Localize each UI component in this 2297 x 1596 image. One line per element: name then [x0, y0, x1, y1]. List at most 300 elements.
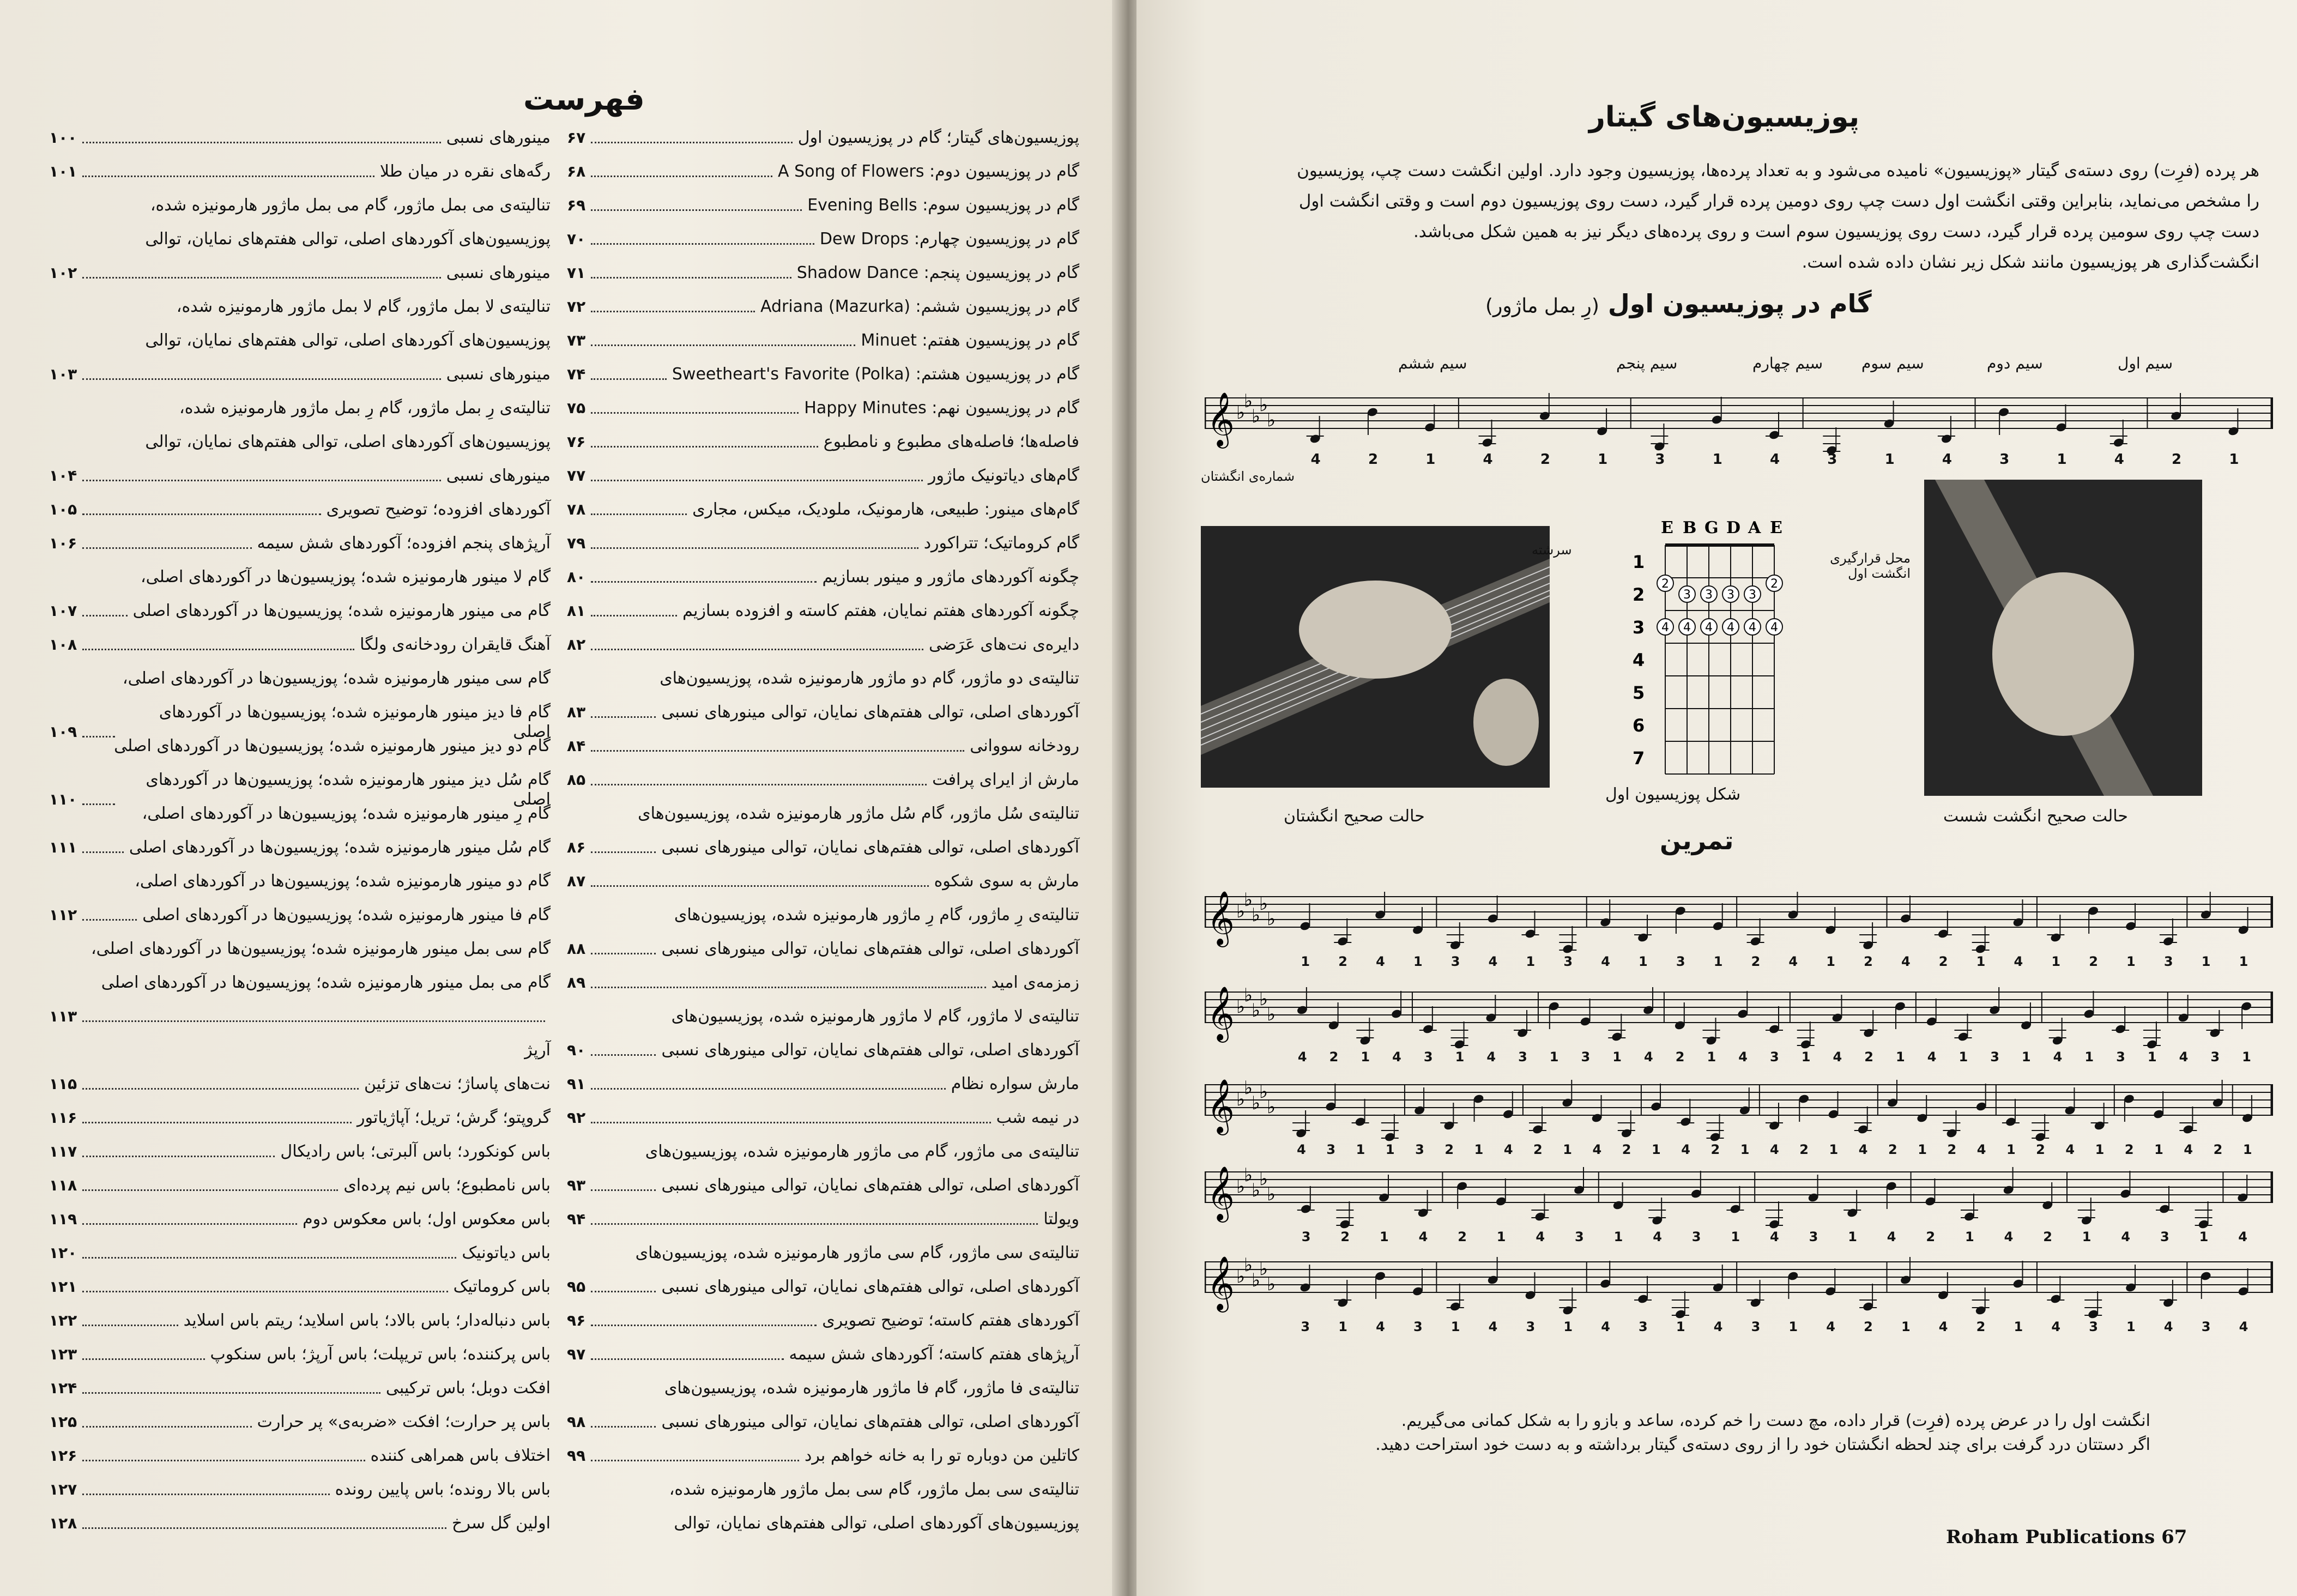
- toc-entry: [49, 1480, 551, 1514]
- toc-entry: [567, 1345, 1079, 1379]
- toc-leader-dots: [82, 1156, 275, 1157]
- exercise-finger-number: 1: [1731, 1229, 1740, 1244]
- flat-sign: ♭: [1267, 1096, 1276, 1118]
- toc-leader-dots: [82, 1223, 297, 1225]
- toc-entry: [49, 331, 551, 365]
- exercise-finger-number: 3: [1518, 1049, 1527, 1065]
- flat-sign: ♭: [1244, 390, 1253, 412]
- toc-entry: [49, 872, 551, 905]
- toc-entry-text: مینورهای نسبی: [446, 128, 551, 147]
- exercise-finger-number: 1: [2021, 1049, 2031, 1065]
- flat-sign: ♭: [1259, 893, 1268, 915]
- exercise-finger-number: 2: [2036, 1142, 2045, 1157]
- finger-number: 1: [1712, 451, 1722, 468]
- toc-entry-text: مینورهای نسبی: [446, 365, 551, 384]
- exercise-finger-number: 4: [1418, 1229, 1428, 1244]
- toc-entry-text: گام در پوزیسیون دوم: A Song of Flowers: [778, 162, 1079, 181]
- exercise-finger-number: 1: [2084, 1049, 2094, 1065]
- toc-page-number: ۷۰: [567, 230, 586, 248]
- toc-entry-text: کاتلین من دوباره تو را به خانه خواهم برد: [805, 1446, 1079, 1465]
- toc-entry: [567, 229, 1079, 263]
- toc-entry: [49, 1142, 551, 1176]
- exercise-finger-number: 2: [1533, 1142, 1543, 1157]
- photo-thumb: [1924, 480, 2202, 796]
- exercise-finger-number: 1: [1848, 1229, 1857, 1244]
- exercise-finger-number: 4: [1376, 954, 1385, 969]
- toc-page-number: ۹۹: [567, 1447, 586, 1465]
- toc-leader-dots: [82, 1358, 204, 1360]
- exercise-finger-number: 4: [1833, 1049, 1842, 1065]
- toc-entry: [49, 635, 551, 669]
- exercise-finger-number: 3: [1639, 1319, 1648, 1334]
- toc-page-number: ۱۱۰: [49, 790, 77, 808]
- exercise-finger-number: 4: [2179, 1049, 2189, 1065]
- toc-entry: [567, 500, 1079, 534]
- toc-entry: [567, 1041, 1079, 1074]
- toc-column-right: [567, 128, 1079, 1547]
- finger-number: 2: [2172, 451, 2182, 468]
- toc-entry: [567, 1074, 1079, 1108]
- flat-sign: ♭: [1236, 900, 1246, 922]
- toc-leader-dots: [591, 885, 928, 887]
- toc-entry-text: گام رِ مینور هارمونیزه شده؛ پوزیسیون‌ها در آکوردهای اصلی،: [142, 804, 551, 823]
- toc-entry: [567, 365, 1079, 398]
- exercise-finger-number: 1: [1526, 954, 1536, 969]
- exercise-finger-number: 1: [1385, 1142, 1395, 1157]
- toc-entry: [49, 1277, 551, 1311]
- toc-entry-text: مینورهای نسبی: [446, 263, 551, 282]
- flat-sign: ♭: [1252, 1269, 1261, 1291]
- toc-leader-dots: [591, 1189, 656, 1191]
- toc-entry: [567, 1480, 1079, 1514]
- toc-entry-text: تنالیته‌ی می بمل ماژور، گام می بمل ماژور هارمونیزه شده،: [150, 196, 551, 215]
- finger-dot-label: 4: [1770, 621, 1778, 634]
- toc-entry-text: مارش سواره نظام: [951, 1074, 1079, 1093]
- exercise-finger-number: 3: [1581, 1049, 1591, 1065]
- toc-entry-text: آکوردهای اصلی، توالی هفتم‌های نمایان، توالی مینورهای نسبی: [661, 1277, 1079, 1296]
- toc-entry: [49, 432, 551, 466]
- exercise-finger-number: 1: [1959, 1049, 1968, 1065]
- toc-entry-text: گام می مینور هارمونیزه شده؛ پوزیسیون‌ها در آکوردهای اصلی: [132, 601, 551, 620]
- toc-leader-dots: [82, 547, 251, 549]
- toc-entry-text: آکوردهای اصلی، توالی هفتم‌های نمایان، توالی مینورهای نسبی: [661, 1041, 1079, 1060]
- toc-leader-dots: [591, 480, 923, 481]
- exercise-finger-number: 2: [1340, 1229, 1350, 1244]
- flat-sign: ♭: [1244, 889, 1253, 911]
- string-label: سیم پنجم: [1616, 354, 1678, 372]
- exercise-finger-number: 3: [1575, 1229, 1584, 1244]
- toc-page-number: ۱۰۵: [49, 500, 77, 518]
- string-label: سیم دوم: [1987, 354, 2043, 372]
- exercise-finger-number: 1: [1801, 1049, 1811, 1065]
- exercise-finger-number: 2: [1864, 954, 1873, 969]
- toc-entry-text: پوزیسیون‌های آکوردهای اصلی، توالی هفتم‌های نمایان، توالی: [145, 432, 551, 451]
- toc-entry: [49, 534, 551, 567]
- exercise-finger-number: 4: [1601, 1319, 1610, 1334]
- toc-entry: [567, 1446, 1079, 1480]
- exercise-finger-number: 1: [2242, 1049, 2251, 1065]
- toc-page-number: ۱۰۶: [49, 534, 77, 552]
- toc-entry-text: آهنگ قایقران رودخانه‌ی ولگا: [360, 635, 551, 654]
- exercise-finger-number: 4: [1297, 1049, 1307, 1065]
- toc-entry: [567, 263, 1079, 297]
- toc-entry-text: باس معکوس اول؛ باس معکوس دوم: [303, 1210, 551, 1229]
- exercise-finger-number: 1: [2242, 1142, 2252, 1157]
- note-line: انگشت اول را در عرض پرده (فرِت) قرار داده، مچ دست را خم کرده، ساعد و بازو را به شکل کمانی می‌گیریم.: [1401, 1411, 2150, 1430]
- toc-entry: [49, 1243, 551, 1277]
- fret-number: 2: [1633, 584, 1645, 605]
- toc-entry-text: گام فا دیز مینور هارمونیزه شده؛ پوزیسیون‌ها در آکوردهای اصلی: [159, 703, 551, 741]
- toc-page-number: ۷۵: [567, 399, 586, 417]
- finger-dot-label: 3: [1727, 588, 1734, 602]
- toc-entry: [567, 1210, 1079, 1243]
- exercise-finger-number: 4: [1927, 1049, 1937, 1065]
- exercise-finger-number: 1: [1829, 1142, 1839, 1157]
- toc-entry-text: تنالیته‌ی سُل ماژور، گام سُل ماژور هارمونیزه شده، پوزیسیون‌های: [638, 804, 1079, 823]
- toc-leader-dots: [591, 547, 918, 549]
- exercise-finger-number: 1: [1713, 954, 1723, 969]
- toc-leader-dots: [82, 1122, 352, 1123]
- toc-entry: [49, 398, 551, 432]
- exercise-finger-number: 1: [2082, 1229, 2092, 1244]
- toc-entry: [49, 1210, 551, 1243]
- toc-leader-dots: [591, 243, 814, 245]
- toc-entry-text: آکوردهای اصلی، توالی هفتم‌های نمایان، توالی مینورهای نسبی: [661, 939, 1079, 958]
- exercise-finger-number: 2: [1710, 1142, 1720, 1157]
- toc-leader-dots: [591, 1088, 946, 1090]
- finger-number: 4: [1310, 451, 1321, 468]
- intro-line: دست چپ روی سومین پرده قرار گیرد، دست روی پوزیسیون سوم است و روی پرده‌های دیگر نیز به همین شکل می‌باشد.: [1413, 222, 2259, 241]
- flat-sign: ♭: [1252, 406, 1261, 427]
- toc-entry: [49, 229, 551, 263]
- exercise-finger-number: 3: [1423, 1049, 1433, 1065]
- main-scale-staff: [1205, 382, 2273, 463]
- exercise-finger-number: 3: [1990, 1049, 1999, 1065]
- toc-entry-text: گام کروماتیک؛ تتراکورد: [923, 534, 1079, 553]
- toc-entry-text: زمزمه‌ی امید: [991, 973, 1079, 992]
- toc-entry: [49, 1412, 551, 1446]
- guitar-neck-illustration: [1201, 526, 1550, 788]
- finger-number: 1: [1598, 451, 1608, 468]
- flat-sign: ♭: [1252, 904, 1261, 926]
- toc-leader-dots: [591, 1122, 990, 1123]
- toc-entry-text: تنالیته‌ی سی ماژور، گام سی ماژور هارمونیزه شده، پوزیسیون‌های: [635, 1243, 1079, 1262]
- exercise-finger-number: 2: [2213, 1142, 2223, 1157]
- exercise-title: تمرین: [1660, 826, 1734, 855]
- flat-sign: ♭: [1259, 1168, 1268, 1190]
- exercise-finger-number: 1: [1612, 1049, 1622, 1065]
- toc-entry-text: باس نامطبوع؛ باس نیم پرده‌ای: [343, 1176, 551, 1195]
- exercise-finger-number: 2: [1751, 954, 1761, 969]
- exercise-finger-number: 1: [2154, 1142, 2163, 1157]
- toc-page-number: ۱۰۸: [49, 636, 77, 654]
- treble-clef: 𝄞: [1207, 1256, 1235, 1310]
- toc-leader-dots: [82, 513, 321, 515]
- toc-entry: [567, 1311, 1079, 1345]
- toc-entry-text: گام در پوزیسیون چهارم: Dew Drops: [819, 229, 1079, 249]
- finger-number: 3: [1999, 451, 2010, 468]
- toc-leader-dots: [591, 378, 667, 380]
- toc-leader-dots: [82, 1020, 545, 1022]
- intro-line: را مشخص می‌نماید، بنابراین وقتی انگشت اول دست چپ روی دومین پرده قرار گیرد، دست روی پوزیسیون دوم است و وقتی انگشت اول: [1298, 191, 2259, 211]
- toc-page-number: ۱۲۸: [49, 1514, 77, 1532]
- finger-dot-label: 4: [1727, 621, 1734, 634]
- exercise-finger-number: 2: [1799, 1142, 1809, 1157]
- toc-entry: [567, 1176, 1079, 1210]
- exercise-finger-number: 4: [1901, 954, 1911, 969]
- toc-entry-text: گام فا مینور هارمونیزه شده؛ پوزیسیون‌ها در آکوردهای اصلی: [142, 905, 551, 924]
- toc-leader-dots: [82, 378, 440, 380]
- toc-entry: [49, 703, 551, 741]
- exercise-finger-number: 1: [1901, 1319, 1911, 1334]
- toc-leader-dots: [591, 784, 927, 785]
- exercise-finger-number: 3: [1301, 1229, 1311, 1244]
- exercise-finger-number: 4: [1297, 1142, 1306, 1157]
- toc-entry: [567, 1412, 1079, 1446]
- toc-entry-text: مارش به سوی شکوه: [934, 872, 1079, 891]
- section-title-text: گام در پوزیسیون اول: [1607, 289, 1872, 318]
- treble-clef: 𝄞: [1207, 891, 1235, 945]
- toc-entry: [49, 466, 551, 500]
- toc-entry-text: تنالیته‌ی فا ماژور، گام فا ماژور هارمونیزه شده، پوزیسیون‌های: [664, 1379, 1079, 1398]
- toc-leader-dots: [591, 277, 791, 279]
- toc-entry: [567, 872, 1079, 905]
- toc-entry: [567, 297, 1079, 331]
- toc-entry-text: گام دو دیز مینور هارمونیزه شده؛ پوزیسیون‌ها در آکوردهای اصلی: [114, 736, 551, 755]
- exercise-finger-number: 1: [1361, 1049, 1370, 1065]
- toc-entry-text: گام در پوزیسیون هفتم: Minuet: [861, 331, 1079, 350]
- toc-entry-text: گام سُل مینور هارمونیزه شده؛ پوزیسیون‌ها در آکوردهای اصلی: [129, 838, 551, 857]
- toc-leader-dots: [591, 953, 656, 954]
- toc-leader-dots: [591, 344, 855, 346]
- exercise-finger-number: 4: [2014, 954, 2023, 969]
- toc-entry-text: گام در پوزیسیون نهم: Happy Minutes: [804, 398, 1079, 418]
- toc-entry-text: پوزیسیون‌های آکوردهای اصلی، توالی هفتم‌های نمایان، توالی: [145, 229, 551, 249]
- toc-entry-text: چگونه آکوردهای ماژور و مینور بسازیم: [822, 567, 1079, 587]
- exercise-finger-number: 4: [1770, 1229, 1779, 1244]
- toc-page-number: ۱۱۸: [49, 1176, 77, 1194]
- toc-page-number: ۹۱: [567, 1075, 586, 1093]
- toc-entry: [49, 567, 551, 601]
- treble-clef: 𝄞: [1207, 1166, 1235, 1220]
- toc-entry-text: ویولتا: [1043, 1210, 1079, 1229]
- toc-entry: [49, 1108, 551, 1142]
- exercise-finger-number: 4: [1938, 1319, 1948, 1334]
- toc-page-number: ۸۶: [567, 838, 586, 856]
- finger-number: 3: [1827, 451, 1837, 468]
- toc-page-number: ۱۲۶: [49, 1447, 77, 1465]
- toc-leader-dots: [82, 277, 440, 279]
- toc-page-number: ۸۵: [567, 771, 586, 789]
- intro-paragraph: [1191, 155, 2259, 277]
- toc-entry: [567, 432, 1079, 466]
- flat-sign: ♭: [1259, 394, 1268, 416]
- toc-entry: [567, 1007, 1079, 1041]
- toc-entry-text: پوزیسیون‌های آکوردهای اصلی، توالی هفتم‌های نمایان، توالی: [145, 331, 551, 350]
- toc-page-number: ۹۷: [567, 1345, 586, 1363]
- exercise-finger-number: 4: [1887, 1229, 1896, 1244]
- finger-number: 4: [1770, 451, 1780, 468]
- toc-entry-text: تنالیته‌ی رِ ماژور، گام رِ ماژور هارمونیزه شده، پوزیسیون‌های: [674, 905, 1079, 924]
- exercise-finger-number: 2: [2124, 1142, 2134, 1157]
- toc-entry: [567, 196, 1079, 229]
- exercise-finger-number: 3: [1526, 1319, 1536, 1334]
- toc-entry-text: باس پر حرارت؛ افکت «ضربه‌ی» پر حرارت: [257, 1412, 551, 1431]
- toc-leader-dots: [591, 209, 802, 211]
- exercise-staff: [1205, 1156, 2273, 1237]
- exercise-finger-number: 3: [2089, 1319, 2098, 1334]
- toc-leader-dots: [591, 987, 986, 988]
- toc-leader-dots: [591, 1460, 799, 1461]
- toc-entry-text: گام سُل دیز مینور هارمونیزه شده؛ پوزیسیون‌ها در آکوردهای اصلی: [146, 770, 551, 809]
- flat-sign: ♭: [1259, 1081, 1268, 1103]
- toc-entry: [567, 534, 1079, 567]
- string-name: E: [1770, 518, 1782, 537]
- string-label: سیم سوم: [1861, 354, 1924, 372]
- finger-number: 1: [2057, 451, 2067, 468]
- exercise-finger-number: 4: [1644, 1049, 1653, 1065]
- exercise-finger-number: 3: [1751, 1319, 1761, 1334]
- toc-entry: [49, 1379, 551, 1412]
- intro-line: انگشت‌گذاری هر پوزیسیون مانند شکل زیر نشان داده شده است.: [1802, 252, 2259, 272]
- flat-sign: ♭: [1236, 996, 1246, 1018]
- toc-leader-dots: [82, 480, 440, 481]
- exercise-finger-number: 4: [2184, 1142, 2193, 1157]
- fret-label: سرشته: [1532, 542, 1572, 558]
- string-name: G: [1704, 518, 1719, 537]
- toc-entry-text: تنالیته‌ی می ماژور، گام می ماژور هارمونیزه شده، پوزیسیون‌های: [645, 1142, 1079, 1161]
- toc-entry: [49, 1311, 551, 1345]
- flat-sign: ♭: [1267, 1003, 1276, 1025]
- exercise-finger-number: 1: [2051, 954, 2061, 969]
- exercise-finger-number: 3: [2210, 1049, 2220, 1065]
- exercise-finger-number: 3: [1413, 1319, 1423, 1334]
- toc-page-number: ۱۲۰: [49, 1244, 77, 1262]
- toc-entry: [567, 1514, 1079, 1547]
- exercise-finger-number: 1: [1356, 1142, 1365, 1157]
- toc-entry: [567, 1142, 1079, 1176]
- toc-entry: [49, 1446, 551, 1480]
- exercise-finger-number: 1: [1676, 1319, 1685, 1334]
- toc-entry-text: تنالیته‌ی رِ بمل ماژور، گام رِ بمل ماژور هارمونیزه شده،: [179, 398, 551, 418]
- exercise-finger-number: 4: [1826, 1319, 1835, 1334]
- toc-entry-text: مینورهای نسبی: [446, 466, 551, 485]
- exercise-finger-number: 1: [1301, 954, 1310, 969]
- toc-leader-dots: [591, 446, 818, 448]
- exercise-finger-number: 1: [2126, 954, 2136, 969]
- toc-page-number: ۱۲۳: [49, 1345, 77, 1363]
- exercise-finger-number: 1: [1639, 954, 1648, 969]
- toc-leader-dots: [591, 649, 923, 650]
- exercise-finger-number: 3: [1450, 954, 1460, 969]
- exercise-finger-number: 1: [1496, 1229, 1506, 1244]
- toc-entry: [567, 770, 1079, 804]
- string-label: سیم ششم: [1398, 354, 1467, 372]
- toc-entry: [567, 905, 1079, 939]
- toc-leader-dots: [591, 142, 793, 143]
- string-name: E: [1661, 518, 1673, 537]
- toc-page-number: ۸۱: [567, 602, 586, 620]
- toc-entry-text: باس دیاتونیک: [462, 1243, 551, 1262]
- string-name: B: [1683, 518, 1697, 537]
- toc-entry: [49, 1345, 551, 1379]
- toc-leader-dots: [591, 750, 964, 752]
- flat-sign: ♭: [1252, 1180, 1261, 1201]
- fret-number: 7: [1633, 748, 1645, 769]
- exercise-finger-number: 3: [2201, 1319, 2211, 1334]
- page-footer: Roham Publications 67: [1946, 1526, 2187, 1548]
- finger-dot-label: 2: [1770, 577, 1778, 591]
- exercise-finger-number: 4: [2121, 1229, 2131, 1244]
- toc-page-number: ۹۲: [567, 1109, 586, 1127]
- toc-entry-text: آکوردهای اصلی، توالی هفتم‌های نمایان، توالی مینورهای نسبی: [661, 838, 1079, 857]
- intro-line: هر پرده (فرِت) روی دسته‌ی گیتار «پوزیسیون» نامیده می‌شود و به تعداد پرده‌ها، پوزیسیون وجود دارد. اولین انگشت دست چپ، پوزیسیون: [1297, 161, 2259, 180]
- exercise-finger-number: 3: [1563, 954, 1573, 969]
- flat-sign: ♭: [1267, 409, 1276, 431]
- toc-entry: [567, 162, 1079, 196]
- toc-entry-text: باس دنباله‌دار؛ باس بالاد؛ باس اسلاید؛ ریتم باس اسلاید: [183, 1311, 551, 1330]
- treble-clef: 𝄞: [1207, 1079, 1235, 1133]
- exercise-finger-number: 2: [2089, 954, 2098, 969]
- toc-entry-text: پوزیسیون‌های آکوردهای اصلی، توالی هفتم‌های نمایان، توالی: [674, 1514, 1079, 1533]
- toc-entry-text: گام در پوزیسیون ششم: Adriana (Mazurka): [760, 297, 1079, 316]
- toc-page-number: ۹۰: [567, 1041, 586, 1059]
- exercise-finger-number: 4: [1536, 1229, 1545, 1244]
- fret-number: 6: [1633, 715, 1645, 736]
- exercise-finger-number: 1: [1613, 1229, 1623, 1244]
- exercise-finger-number: 4: [2051, 1319, 2061, 1334]
- toc-page-number: ۷۷: [567, 467, 586, 485]
- toc-page-number: ۷۸: [567, 500, 586, 518]
- toc-leader-dots: [591, 1426, 656, 1428]
- finger-number: 4: [1483, 451, 1493, 468]
- toc-leader-dots: [82, 919, 137, 921]
- finger-dot-label: 2: [1661, 577, 1669, 591]
- toc-column-left: [49, 128, 551, 1547]
- exercise-finger-number: 3: [1326, 1142, 1336, 1157]
- exercise-finger-number: 1: [2095, 1142, 2105, 1157]
- toc-entry: [567, 635, 1079, 669]
- flat-sign: ♭: [1236, 402, 1246, 424]
- exercise-finger-number: 2: [1938, 954, 1948, 969]
- finger-dot-label: 4: [1683, 621, 1691, 634]
- toc-leader-dots: [591, 513, 687, 515]
- toc-entry-text: در نیمه شب: [996, 1108, 1079, 1127]
- toc-page-number: ۷۳: [567, 331, 586, 349]
- exercise-finger-number: 2: [1947, 1142, 1957, 1157]
- finger-dot-label: 3: [1705, 588, 1713, 602]
- exercise-finger-number: 2: [1976, 1319, 1986, 1334]
- exercise-finger-number: 1: [1563, 1319, 1573, 1334]
- toc-leader-dots: [82, 142, 440, 143]
- flat-sign: ♭: [1236, 1089, 1246, 1110]
- toc-entry-text: باس پرکننده؛ باس تریپلت؛ باس آرپژ؛ باس سنکوپ: [210, 1345, 551, 1364]
- toc-entry-text: چگونه آکوردهای هفتم نمایان، هفتم کاسته و افزوده بسازیم: [682, 601, 1079, 620]
- exercise-finger-number: 4: [1681, 1142, 1690, 1157]
- toc-page-number: ۷۹: [567, 534, 586, 552]
- exercise-finger-number: 1: [2006, 1142, 2016, 1157]
- exercise-staff: [1205, 976, 2273, 1057]
- exercise-finger-number: 4: [1376, 1319, 1385, 1334]
- toc-leader-dots: [82, 176, 374, 177]
- toc-page-number: ۷۲: [567, 298, 586, 316]
- exercise-finger-number: 2: [1338, 954, 1347, 969]
- toc-leader-dots: [82, 1426, 251, 1428]
- exercise-finger-number: 4: [1738, 1049, 1748, 1065]
- finger-number: 1: [1425, 451, 1436, 468]
- toc-leader-dots: [82, 615, 127, 616]
- toc-page-number: ۸۳: [567, 703, 586, 721]
